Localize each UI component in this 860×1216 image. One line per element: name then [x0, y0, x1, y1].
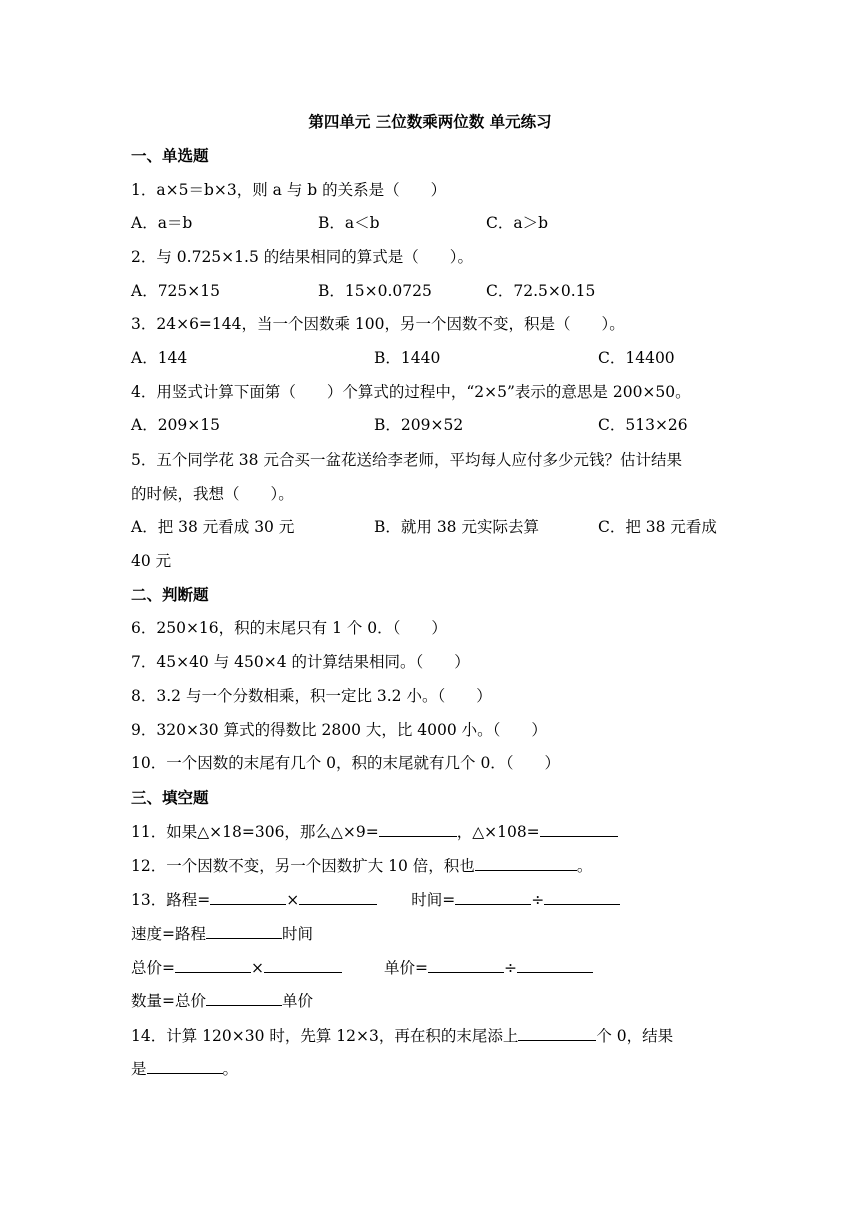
question-7: 7．45×40 与 450×4 的计算结果相同。（ ） [131, 653, 470, 671]
question-1-option-c[interactable]: C．a＞b [486, 214, 549, 232]
answer-blank[interactable] [147, 1058, 223, 1074]
question-9: 9．320×30 算式的得数比 2800 大，比 4000 小。（ ） [131, 721, 547, 739]
question-5-option-a[interactable]: A．把 38 元看成 30 元 [131, 518, 295, 536]
formula-text: × [286, 891, 300, 909]
answer-blank[interactable] [206, 990, 282, 1006]
answer-blank[interactable] [518, 1025, 596, 1041]
formula-text: 速度=路程 [131, 925, 206, 943]
question-11 [131, 821, 618, 842]
formula-text: 时间 [282, 925, 314, 943]
question-6: 6．250×16，积的末尾只有 1 个 0．（ ） [131, 619, 447, 637]
formula-text: 数量=总价 [131, 992, 206, 1010]
question-2-option-a[interactable]: A．725×15 [131, 282, 220, 300]
question-14-part-1: 14．计算 120×30 时，先算 12×3，再在积的末尾添上 [131, 1027, 519, 1045]
question-2-option-b[interactable]: B．15×0.0725 [318, 282, 432, 300]
formula-text: 单价= [384, 959, 428, 977]
answer-blank[interactable] [428, 957, 504, 973]
page-title: 第四单元 三位数乘两位数 单元练习 [308, 113, 552, 131]
section-heading-single-choice: 一、单选题 [131, 147, 209, 165]
answer-blank[interactable] [475, 855, 577, 871]
question-5-stem-line-1: 5．五个同学花 38 元合买一盆花送给李老师，平均每人应付多少元钱？估计结果 [131, 451, 682, 469]
question-2-option-c[interactable]: C．72.5×0.15 [486, 282, 596, 300]
question-4-stem: 4．用竖式计算下面第（ ）个算式的过程中，“2×5”表示的意思是 200×50。 [131, 383, 691, 401]
answer-blank[interactable] [206, 923, 282, 939]
question-14-line-1 [131, 1025, 673, 1046]
formula-text: 13．路程= [131, 891, 211, 909]
answer-blank[interactable] [455, 889, 531, 905]
answer-blank[interactable] [299, 889, 377, 905]
question-13-line-2 [131, 923, 313, 944]
question-14-part-3: 是 [131, 1060, 147, 1078]
question-13-line-1 [131, 889, 620, 910]
question-10: 10．一个因数的末尾有几个 0，积的末尾就有几个 0．（ ） [131, 754, 561, 772]
question-8: 8．3.2 与一个分数相乘，积一定比 3.2 小。（ ） [131, 687, 492, 705]
answer-blank[interactable] [175, 957, 251, 973]
section-heading-fill-blank: 三、填空题 [131, 789, 209, 807]
question-4-option-a[interactable]: A．209×15 [131, 416, 220, 434]
formula-text: × [251, 959, 264, 977]
answer-blank[interactable] [544, 889, 620, 905]
question-4-option-b[interactable]: B．209×52 [374, 416, 464, 434]
question-13-line-4 [131, 990, 313, 1011]
question-5-option-b[interactable]: B．就用 38 元实际去算 [374, 518, 539, 536]
question-12 [131, 855, 592, 876]
answer-blank[interactable] [379, 821, 457, 837]
section-heading-true-false: 二、判断题 [131, 586, 209, 604]
question-14-part-2: 个 0，结果 [596, 1027, 674, 1045]
formula-text: ÷ [504, 959, 517, 977]
question-14-part-4: 。 [222, 1060, 239, 1078]
formula-text: 单价 [282, 992, 314, 1010]
question-12-part-2: 。 [576, 857, 593, 875]
question-14-line-2 [131, 1058, 238, 1079]
answer-blank[interactable] [517, 957, 593, 973]
question-3-option-c[interactable]: C．14400 [598, 349, 675, 367]
question-1-option-b[interactable]: B．a＜b [318, 214, 380, 232]
question-5-stem-line-2: 的时候，我想（ ）。 [131, 485, 294, 503]
formula-text: ÷ [531, 891, 545, 909]
formula-text: 时间= [411, 891, 456, 909]
question-3-option-b[interactable]: B．1440 [374, 349, 441, 367]
question-11-part-2: ，△×108= [456, 823, 540, 841]
answer-blank[interactable] [210, 889, 286, 905]
question-12-part-1: 12．一个因数不变，另一个因数扩大 10 倍，积也 [131, 857, 475, 875]
question-3-stem: 3．24×6=144，当一个因数乘 100，另一个因数不变，积是（ ）。 [131, 315, 625, 333]
question-5-option-c[interactable]: C．把 38 元看成 [598, 518, 717, 536]
question-2-stem: 2．与 0.725×1.5 的结果相同的算式是（ ）。 [131, 248, 473, 266]
question-1-stem: 1．a×5＝b×3，则 a 与 b 的关系是（ ） [131, 181, 447, 199]
formula-text: 总价= [131, 959, 175, 977]
question-3-option-a[interactable]: A．144 [131, 349, 188, 367]
answer-blank[interactable] [540, 821, 618, 837]
question-11-part-1: 11．如果△×18=306，那么△×9= [131, 823, 379, 841]
question-4-option-c[interactable]: C．513×26 [598, 416, 688, 434]
question-1-option-a[interactable]: A．a＝b [131, 214, 193, 232]
question-5-option-c-continued: 40 元 [131, 552, 172, 570]
answer-blank[interactable] [264, 957, 342, 973]
question-13-line-3 [131, 957, 593, 978]
